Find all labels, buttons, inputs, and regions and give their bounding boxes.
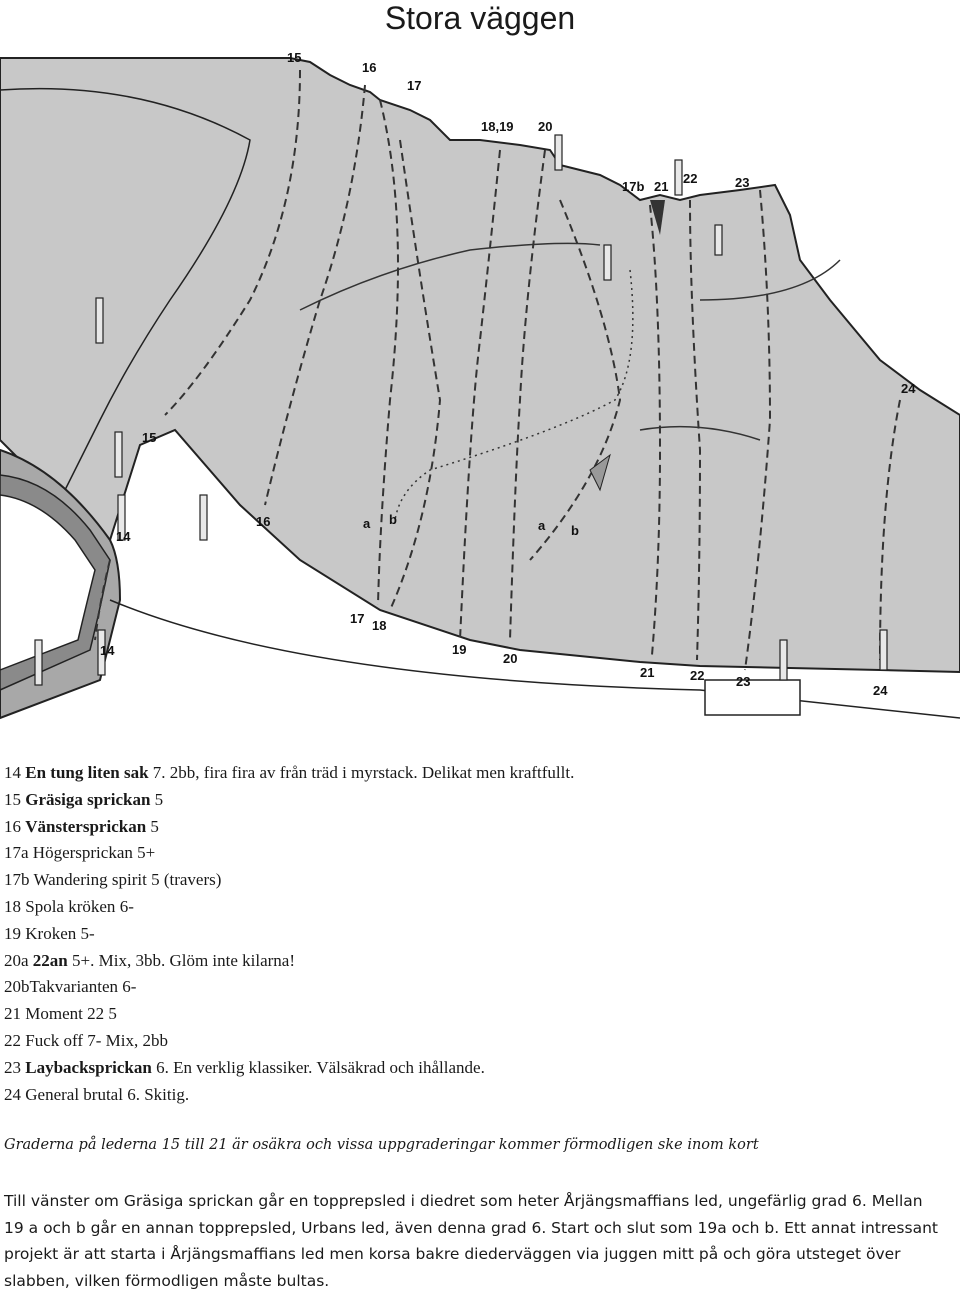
route-15: 15 Gräsiga sprickan 5: [4, 789, 164, 809]
label-20-top: 20: [538, 119, 553, 134]
rock-face: [0, 58, 960, 672]
route-19: 19 Kroken 5-: [4, 923, 95, 943]
label-16-mid: 16: [256, 514, 271, 529]
route-20b: 20bTakvarianten 6-: [4, 977, 137, 997]
label-22-bot: 22: [690, 668, 705, 683]
label-b-left: b: [389, 512, 397, 527]
label-22-top: 22: [683, 171, 698, 186]
label-23-top: 23: [735, 175, 750, 190]
label-14-mid: 14: [116, 529, 131, 544]
label-a-right: a: [538, 518, 546, 533]
label-14-bot: 14: [100, 643, 115, 658]
label-19-bot: 19: [452, 642, 467, 657]
label-24-bot: 24: [873, 683, 888, 698]
label-15-mid: 15: [142, 430, 157, 445]
route-20a: 20a 22an 5+. Mix, 3bb. Glöm inte kilarna!: [4, 950, 296, 970]
route-18: 18 Spola kröken 6-: [4, 896, 134, 916]
label-18-bot: 18: [372, 618, 387, 633]
route-22: 22 Fuck off 7- Mix, 2bb: [4, 1030, 169, 1050]
extra-info-paragraph: Till vänster om Gräsiga sprickan går en topprepsled i diedret som heter Årjängsmaffians led, ungefärlig grad 6. Mellan 19 a och b går en annan topprepsled, Urbans led, även denna grad 6. Start och slut som 19a och b. Ett annat intressant projekt är att starta i Årjängsmaffians led men korsa bakre diederväggen via juggen mitt på och göra utsteget över slabben, vilken förmodligen måste bultas.: [4, 1192, 938, 1290]
route-23: 23 Laybacksprickan 6. En verklig klassiker. Välsäkrad och ihållande.: [4, 1057, 485, 1077]
label-23-bot: 23: [736, 674, 751, 689]
label-24-right: 24: [901, 381, 916, 396]
route-21: 21 Moment 22 5: [4, 1004, 117, 1024]
route-16: 16 Vänstersprickan 5: [4, 816, 159, 836]
label-16-top: 16: [362, 60, 377, 75]
label-1819-top: 18,19: [481, 119, 514, 134]
label-17b-top: 17b: [622, 179, 645, 194]
label-a-left: a: [363, 516, 371, 531]
route-24: 24 General brutal 6. Skitig.: [4, 1084, 190, 1104]
label-b-right: b: [571, 523, 579, 538]
label-15-top: 15: [287, 50, 302, 65]
route-14: 14 En tung liten sak 7. 2bb, fira fira av från träd i myrstack. Delikat men kraftfullt.: [4, 763, 575, 782]
label-20-bot: 20: [503, 651, 518, 666]
label-17-top: 17: [407, 78, 422, 93]
label-21-bot: 21: [640, 665, 655, 680]
label-21-top: 21: [654, 179, 669, 194]
grade-note: Graderna på lederna 15 till 21 är osäkra och vissa uppgraderingar kommer förmodligen ske inom kort: [4, 1137, 759, 1153]
route-17b: 17b Wandering spirit 5 (travers): [4, 870, 222, 890]
label-17-bot: 17: [350, 611, 365, 626]
topo-drawing: [0, 40, 960, 730]
route-17a: 17a Högersprickan 5+: [4, 843, 156, 863]
route-list: [4, 760, 944, 1108]
page-title: Stora väggen: [384, 0, 576, 36]
